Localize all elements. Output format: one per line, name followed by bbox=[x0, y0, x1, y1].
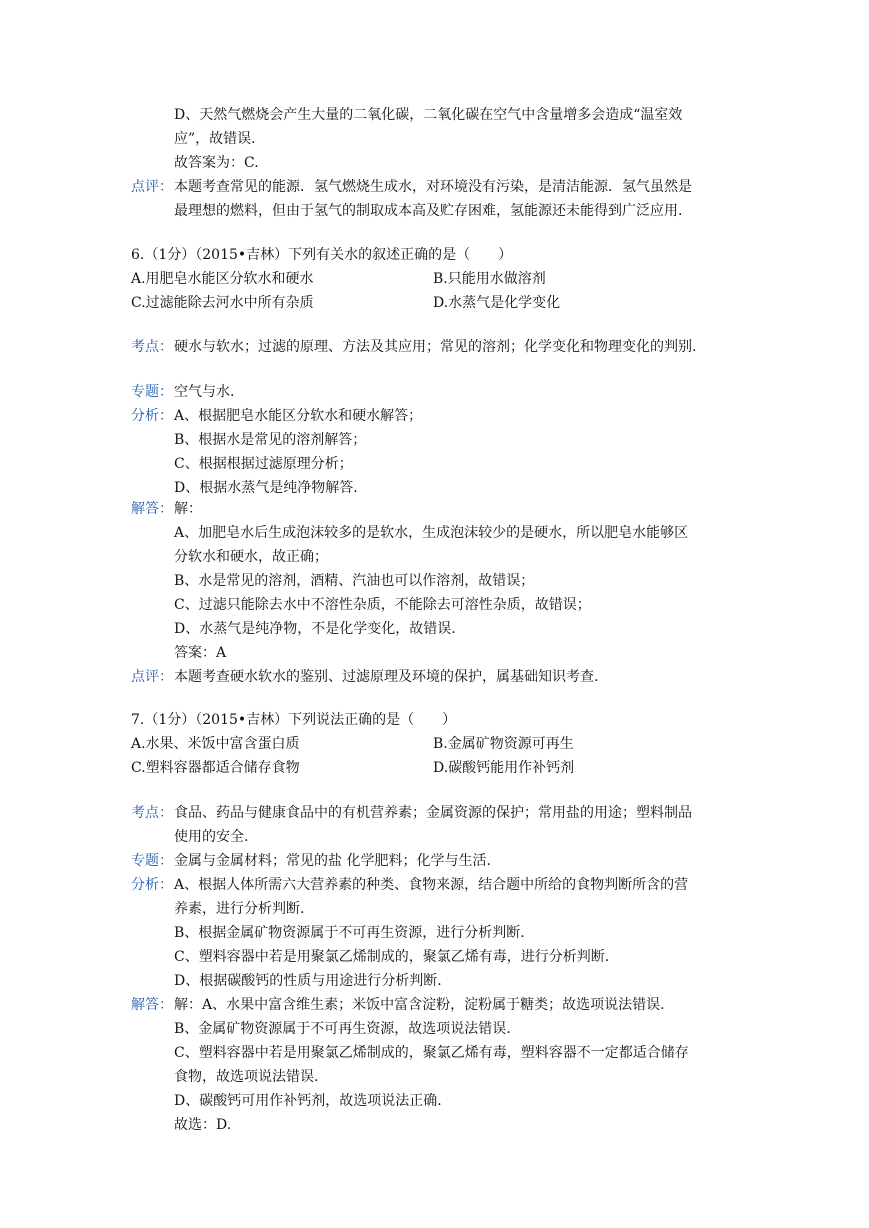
q6-dianping-text: 本题考查硬水软水的鉴别、过滤原理及环境的保护，属基础知识考查. bbox=[174, 669, 599, 685]
question-6-option-d: D.水蒸气是化学变化 bbox=[433, 295, 561, 311]
q6-dianping-label: 点评： bbox=[131, 669, 173, 685]
q7-fenxi-label: 分析： bbox=[131, 877, 173, 893]
q7-jieda-line: 食物，故选项说法错误. bbox=[174, 1069, 319, 1085]
q7-kaodian-line: 食品、药品与健康食品中的有机营养素；金属资源的保护；常用盐的用途；塑料制品 bbox=[174, 805, 692, 821]
q6-zhuanti-label: 专题： bbox=[131, 384, 173, 400]
q6-zhuanti-text: 空气与水. bbox=[174, 384, 235, 400]
question-6-option-c: C.过滤能除去河水中所有杂质 bbox=[131, 295, 314, 311]
q7-fenxi-line: 养素，进行分析判断. bbox=[174, 901, 305, 917]
q7-jieda-label: 解答： bbox=[131, 997, 173, 1013]
q7-jieda-line: 解：A、水果中富含维生素；米饭中富含淀粉，淀粉属于糖类；故选项说法错误. bbox=[174, 997, 665, 1013]
q7-kaodian-label: 考点： bbox=[131, 805, 173, 821]
question-6-option-b: B.只能用水做溶剂 bbox=[433, 271, 546, 287]
answer-line: 故答案为：C. bbox=[174, 155, 259, 171]
q7-jieda-line: 故选：D. bbox=[174, 1117, 232, 1133]
q7-fenxi-line: A、根据人体所需六大营养素的种类、食物来源，结合题中所给的食物判断所含的营 bbox=[174, 877, 689, 893]
question-6-option-a: A.用肥皂水能区分软水和硬水 bbox=[131, 271, 314, 287]
q6-jieda-line: 分软水和硬水，故正确； bbox=[174, 549, 328, 565]
q6-jieda-line: B、水是常见的溶剂，酒精、汽油也可以作溶剂，故错误； bbox=[174, 573, 535, 589]
review-label: 点评： bbox=[131, 179, 173, 195]
q7-jieda-line: C、塑料容器中若是用聚氯乙烯制成的，聚氯乙烯有毒，塑料容器不一定都适合储存 bbox=[174, 1045, 689, 1061]
q7-kaodian-line: 使用的安全. bbox=[174, 829, 249, 845]
q6-jieda-line: D、水蒸气是纯净物，不是化学变化，故错误. bbox=[174, 621, 456, 637]
review-text-line1: 本题考查常见的能源．氢气燃烧生成水，对环境没有污染，是清洁能源．氢气虽然是 bbox=[174, 179, 692, 195]
question-7-option-b: B.金属矿物资源可再生 bbox=[433, 736, 574, 752]
q6-jieda-line: 答案：A bbox=[174, 645, 227, 661]
q6-fenxi-label: 分析： bbox=[131, 408, 173, 424]
q7-fenxi-line: D、根据碳酸钙的性质与用途进行分析判断. bbox=[174, 973, 442, 989]
q7-jieda-line: D、碳酸钙可用作补钙剂，故选项说法正确. bbox=[174, 1093, 442, 1109]
question-7-option-d: D.碳酸钙能用作补钙剂 bbox=[433, 760, 575, 776]
q7-jieda-line: B、金属矿物资源属于不可再生资源，故选项说法错误. bbox=[174, 1021, 511, 1037]
question-7-option-c: C.塑料容器都适合储存食物 bbox=[131, 760, 300, 776]
question-6-stem: 6.（1分）（2015•吉林）下列有关水的叙述正确的是（ ） bbox=[131, 247, 513, 263]
q6-jieda-line: A、加肥皂水后生成泡沫较多的是软水，生成泡沫较少的是硬水，所以肥皂水能够区 bbox=[174, 525, 689, 541]
q6-jieda-label: 解答： bbox=[131, 501, 173, 517]
q6-fenxi-line: C、根据根据过滤原理分析； bbox=[174, 456, 353, 472]
option-d-explanation-line2: 应”，故错误. bbox=[174, 131, 256, 147]
question-7-stem: 7.（1分）（2015•吉林）下列说法正确的是（ ） bbox=[131, 712, 457, 728]
option-d-explanation-line1: D、天然气燃烧会产生大量的二氧化碳，二氧化碳在空气中含量增多会造成“温室效 bbox=[174, 107, 683, 123]
review-text-line2: 最理想的燃料，但由于氢气的制取成本高及贮存困难，氢能源还未能得到广泛应用. bbox=[174, 203, 683, 219]
q6-jieda-line: 解： bbox=[174, 501, 202, 517]
q6-kaodian-text: 硬水与软水；过滤的原理、方法及其应用；常见的溶剂；化学变化和物理变化的判别. bbox=[174, 339, 697, 355]
q6-jieda-line: C、过滤只能除去水中不溶性杂质，不能除去可溶性杂质，故错误； bbox=[174, 597, 591, 613]
q6-kaodian-label: 考点： bbox=[131, 339, 173, 355]
q6-fenxi-line: D、根据水蒸气是纯净物解答. bbox=[174, 480, 358, 496]
q7-fenxi-line: B、根据金属矿物资源属于不可再生资源，进行分析判断. bbox=[174, 925, 525, 941]
q6-fenxi-line: A、根据肥皂水能区分软水和硬水解答； bbox=[174, 408, 423, 424]
question-7-option-a: A.水果、米饭中富含蛋白质 bbox=[131, 736, 300, 752]
q7-zhuanti-text: 金属与金属材料；常见的盐 化学肥料；化学与生活. bbox=[174, 853, 491, 869]
q7-zhuanti-label: 专题： bbox=[131, 853, 173, 869]
q6-fenxi-line: B、根据水是常见的溶剂解答； bbox=[174, 432, 367, 448]
q7-fenxi-line: C、塑料容器中若是用聚氯乙烯制成的，聚氯乙烯有毒，进行分析判断. bbox=[174, 949, 610, 965]
